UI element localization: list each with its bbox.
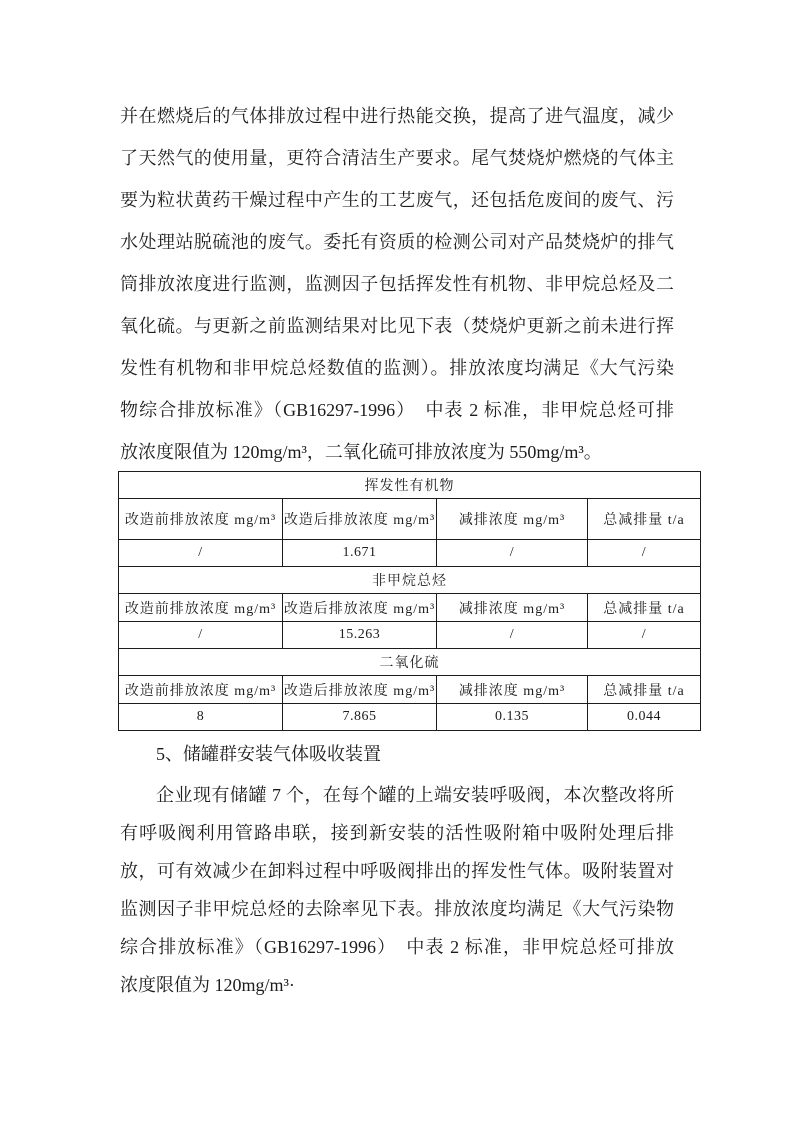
table-section-title-nmhc: 非甲烷总烃 — [119, 567, 701, 594]
table-row — [119, 594, 701, 622]
table-header-cell: 总减排量 t/a — [588, 676, 701, 704]
table-value-cell: / — [588, 622, 701, 649]
table-value-cell: / — [588, 540, 701, 567]
paragraph-line: 并在燃烧后的气体排放过程中进行热能交换，提高了进气温度，减少 — [120, 106, 674, 126]
table-row — [119, 649, 701, 676]
table-row — [119, 472, 701, 499]
table-row — [119, 567, 701, 594]
table-header-cell: 减排浓度 mg/m³ — [437, 594, 588, 622]
paragraph-line: 筒排放浓度进行监测，监测因子包括挥发性有机物、非甲烷总烃及二 — [120, 274, 674, 294]
table-header-cell: 改造后排放浓度 mg/m³ — [283, 676, 437, 704]
table-value-cell: 15.263 — [283, 622, 437, 649]
table-header-cell: 改造前排放浓度 mg/m³ — [119, 594, 283, 622]
paragraph-line: 氧化硫。与更新之前监测结果对比见下表（焚烧炉更新之前未进行挥 — [120, 316, 674, 336]
paragraph-1 — [120, 95, 674, 473]
table-header-cell: 改造后排放浓度 mg/m³ — [283, 499, 437, 540]
table-header-cell: 改造后排放浓度 mg/m³ — [283, 594, 437, 622]
paragraph-2 — [120, 776, 674, 1004]
table-row — [119, 704, 701, 731]
table-header-cell: 总减排量 t/a — [588, 499, 701, 540]
paragraph-line: 要为粒状黄药干燥过程中产生的工艺废气，还包括危废间的废气、污 — [120, 190, 674, 210]
table-header-cell: 减排浓度 mg/m³ — [437, 499, 588, 540]
paragraph-line: 浓度限值为 120mg/m³· — [120, 975, 295, 995]
paragraph-line: 有呼吸阀利用管路串联，接到新安装的活性吸附箱中吸附处理后排 — [120, 823, 674, 843]
table-row — [119, 676, 701, 704]
table-row — [119, 540, 701, 567]
paragraph-line: 企业现有储罐 7 个，在每个罐的上端安装呼吸阀，本次整改将所 — [156, 785, 674, 805]
table-value-cell: 7.865 — [283, 704, 437, 731]
table-value-cell: / — [119, 622, 283, 649]
table-header-cell: 改造前排放浓度 mg/m³ — [119, 676, 283, 704]
table-header-cell: 总减排量 t/a — [588, 594, 701, 622]
paragraph-line: 水处理站脱硫池的废气。委托有资质的检测公司对产品焚烧炉的排气 — [120, 232, 674, 252]
table-value-cell: 0.135 — [437, 704, 588, 731]
table-value-cell: / — [437, 622, 588, 649]
table-value-cell: / — [119, 540, 283, 567]
table-row — [119, 622, 701, 649]
table-header-cell: 改造前排放浓度 mg/m³ — [119, 499, 283, 540]
section-5-heading: 5、储罐群安装气体吸收装置 — [156, 744, 381, 764]
table-section-title-so2: 二氧化硫 — [119, 649, 701, 676]
paragraph-line: 监测因子非甲烷总烃的去除率见下表。排放浓度均满足《大气污染物 — [120, 899, 674, 919]
paragraph-line: 放浓度限值为 120mg/m³，二氧化硫可排放浓度为 550mg/m³。 — [120, 442, 602, 462]
table-value-cell: 1.671 — [283, 540, 437, 567]
table-row — [119, 499, 701, 540]
table-value-cell: 8 — [119, 704, 283, 731]
table-section-title-voc: 挥发性有机物 — [119, 472, 701, 499]
emissions-comparison-table — [118, 471, 701, 731]
paragraph-line: 放，可有效减少在卸料过程中呼吸阀排出的挥发性气体。吸附装置对 — [120, 861, 674, 881]
table-value-cell: 0.044 — [588, 704, 701, 731]
table-value-cell: / — [437, 540, 588, 567]
table-header-cell: 减排浓度 mg/m³ — [437, 676, 588, 704]
paragraph-line: 了天然气的使用量，更符合清洁生产要求。尾气焚烧炉燃烧的气体主 — [120, 148, 674, 168]
paragraph-line: 综合排放标准》（GB16297-1996） 中表 2 标准，非甲烷总烃可排放 — [120, 937, 674, 957]
paragraph-line: 物综合排放标准》（GB16297-1996） 中表 2 标准，非甲烷总烃可排 — [120, 400, 674, 420]
paragraph-line: 发性有机物和非甲烷总烃数值的监测）。排放浓度均满足《大气污染 — [120, 358, 674, 378]
